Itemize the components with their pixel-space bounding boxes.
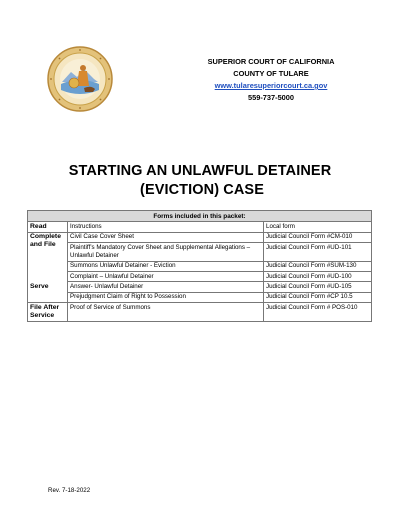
document-title (0, 162, 400, 200)
table-row (28, 292, 372, 302)
phase-service-label: Service (30, 311, 55, 319)
phase-complete-file (28, 232, 68, 282)
form-name: Proof of Service of Summons (68, 303, 264, 322)
form-number: Judicial Council Form #UD-100 (264, 271, 372, 281)
court-seal-logo (47, 46, 113, 112)
form-number: Judicial Council Form #SUM-130 (264, 261, 372, 271)
phase-read: Read (28, 222, 68, 232)
court-phone: 559-737-5000 (247, 93, 295, 102)
revision-date: Rev. 7-18-2022 (48, 487, 91, 494)
form-name: Complaint – Unlawful Detainer (68, 271, 264, 281)
phase-file-after-label: File After (30, 303, 60, 311)
table-row (28, 222, 372, 232)
form-name: Plaintiff’s Mandatory Cover Sheet and Supplemental Allegations – Unlawful Detainer (68, 242, 264, 261)
phase-complete-label: Complete (30, 233, 61, 241)
table-row (28, 271, 372, 281)
title-line-2: (EVICTION) CASE (140, 182, 264, 198)
court-name: SUPERIOR COURT OF CALIFORNIA (207, 57, 335, 66)
court-header (196, 56, 346, 104)
phase-file-label: and File (30, 241, 56, 249)
table-row (28, 282, 372, 292)
county-name: COUNTY OF TULARE (233, 69, 309, 78)
title-line-1: STARTING AN UNLAWFUL DETAINER (68, 163, 332, 179)
table-header-row (28, 211, 372, 222)
phase-file-after-service (28, 303, 68, 322)
table-row (28, 303, 372, 322)
form-number: Judicial Council Form #UD-105 (264, 282, 372, 292)
form-name: Prejudgment Claim of Right to Possession (68, 292, 264, 302)
form-number: Judicial Council Form #UD-101 (264, 242, 372, 261)
phase-serve: Serve (28, 282, 68, 303)
form-name: Instructions (68, 222, 264, 232)
form-number: Judicial Council Form # POS-010 (264, 303, 372, 322)
form-number: Judicial Council Form #CP 10.5 (264, 292, 372, 302)
court-website-link[interactable]: www.tularesuperiorcourt.ca.gov (214, 81, 328, 90)
form-number: Judicial Council Form #CM-010 (264, 232, 372, 242)
table-row (28, 261, 372, 271)
form-name: Summons Unlawful Detainer - Eviction (68, 261, 264, 271)
table-caption: Forms included in this packet: (28, 211, 372, 222)
form-name: Civil Case Cover Sheet (68, 232, 264, 242)
form-name: Answer- Unlawful Detainer (68, 282, 264, 292)
forms-table (27, 210, 372, 322)
form-number: Local form (264, 222, 372, 232)
table-row (28, 232, 372, 242)
table-row (28, 242, 372, 261)
